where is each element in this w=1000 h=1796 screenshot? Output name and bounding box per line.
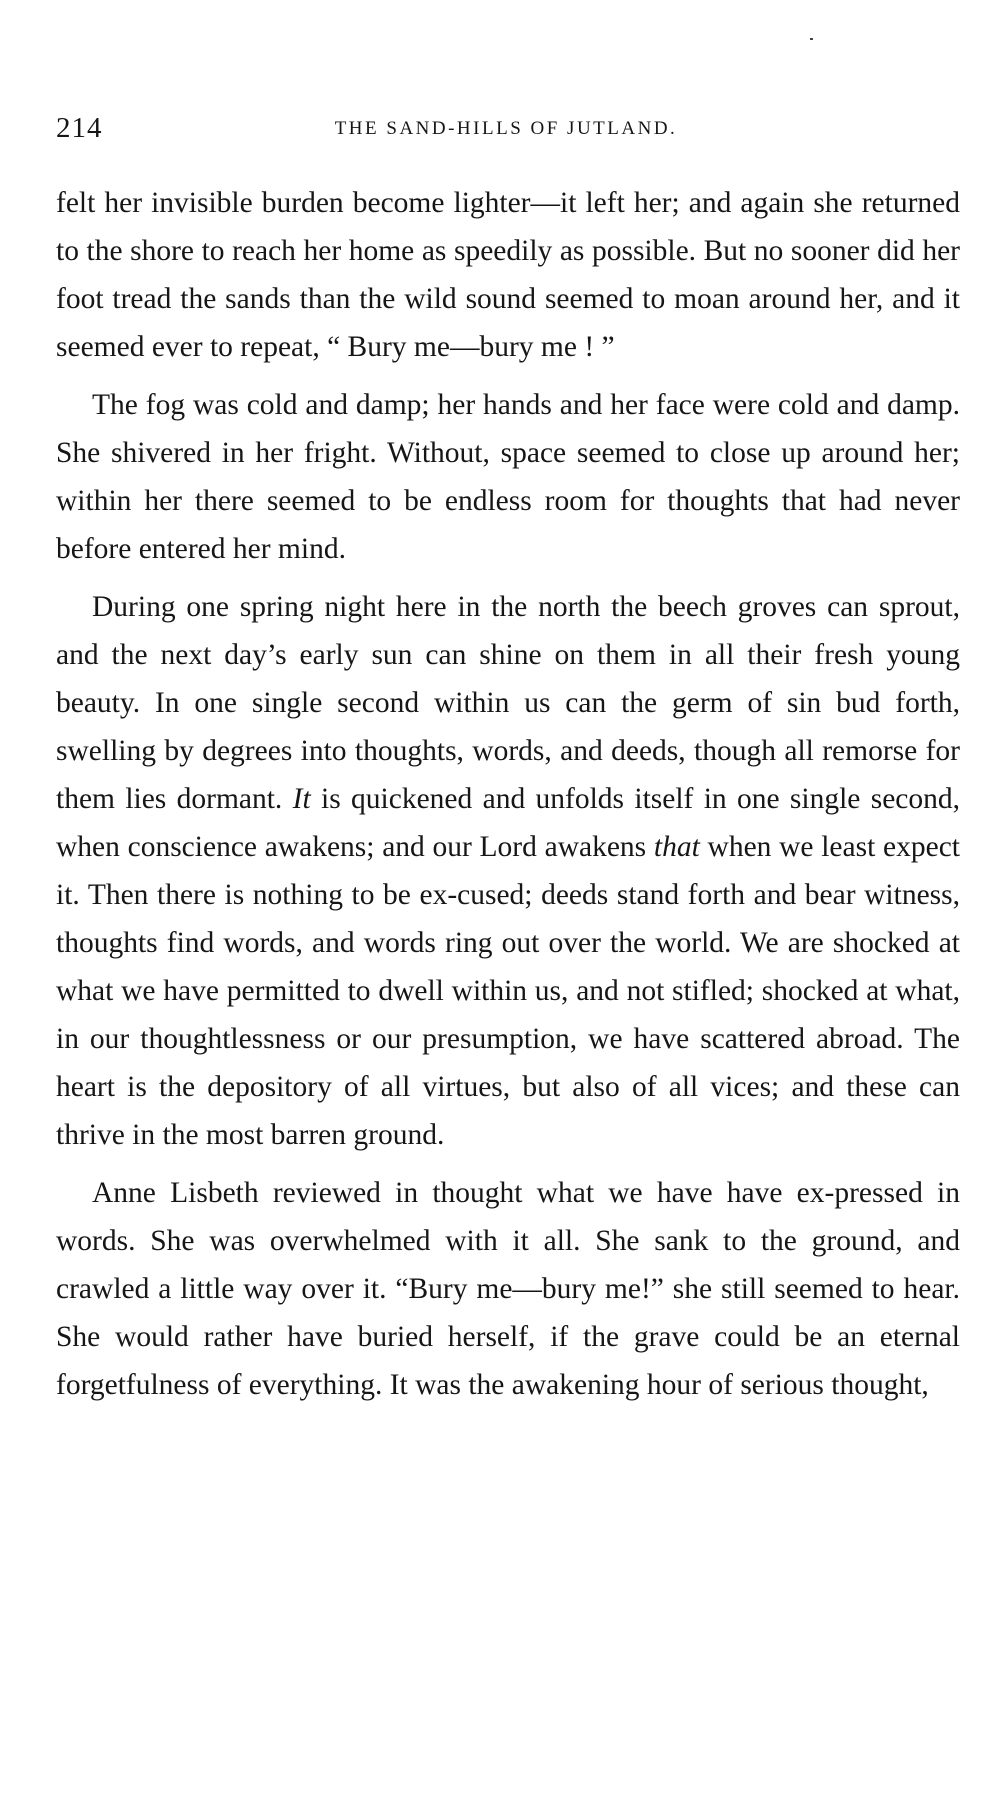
text-segment: felt her invisible burden become lighter—it left her; and again she returned to the shore to reach her home as speedily as possible. But no sooner did her foot tread the sands than the wild sound seemed to moan around her, and it seemed ever to repeat, “ Bury me—bury me ! ”: [56, 187, 960, 363]
paragraph: [56, 179, 960, 371]
running-title: THE SAND-HILLS OF JUTLAND.: [334, 118, 678, 139]
text-segment: when we least expect it. Then there is nothing to be ex-cused; deeds stand forth and bear witness, thoughts find words, and words ring out over the world. We are shocked at what we have permitted to dwell within us, and not stifled; shocked at what, in our thoughtlessness or our presumption, we have scattered abroad. The heart is the depository of all virtues, but also of all vices; and these can thrive in the most barren ground.: [56, 831, 960, 1151]
body-text: [56, 179, 960, 1419]
italic-text-segment: It: [292, 783, 311, 815]
italic-text-segment: that: [653, 831, 700, 863]
text-segment: The fog was cold and damp; her hands and her face were cold and damp. She shivered in her fright. Without, space seemed to close up around her; within her there seemed to be endless room for thoughts that had never before entered her mind.: [56, 389, 960, 565]
paragraph: [56, 381, 960, 573]
text-segment: During one spring night here in the north the beech groves can sprout, and the next day’s early sun can shine on them in all their fresh young beauty. In one single second within us can the germ of sin bud forth, swelling by degrees into thoughts, words, and deeds, though all remorse for them lies dormant.: [56, 591, 960, 815]
paragraph: [56, 583, 960, 1159]
text-segment: Anne Lisbeth reviewed in thought what we have have ex-pressed in words. She was overwhelmed with it all. She sank to the ground, and crawled a little way over it. “Bury me—bury me!” she still seemed to hear. She would rather have buried herself, if the grave could be an eternal forgetfulness of everything. It was the awakening hour of serious thought,: [56, 1177, 960, 1401]
page-number: 214: [56, 112, 103, 144]
paragraph: [56, 1169, 960, 1409]
page-header: [56, 112, 960, 152]
ink-speck: [810, 38, 813, 40]
text-segment: is quickened and unfolds itself in one single second, when conscience awakens; and our Lord awakens: [56, 783, 961, 863]
